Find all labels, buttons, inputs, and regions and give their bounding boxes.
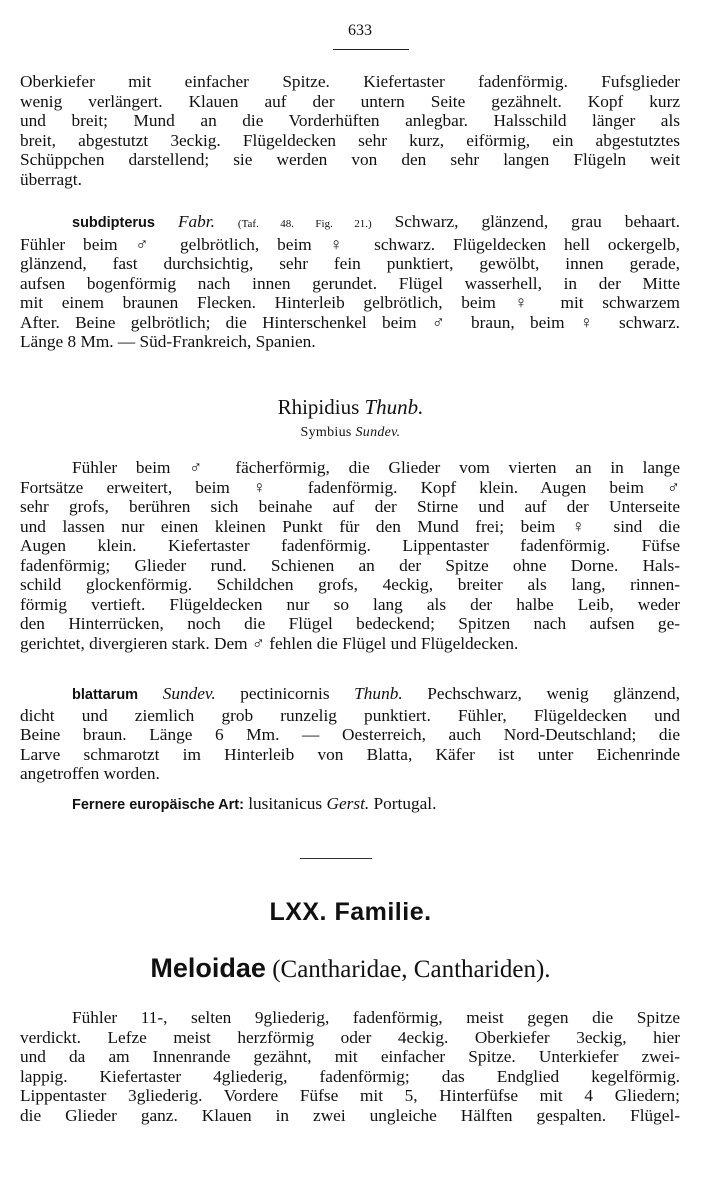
synonym-name: Symbius	[300, 425, 352, 440]
species-heading-line	[20, 684, 680, 706]
family-synonyms: (Cantharidae, Canthariden).	[272, 956, 551, 983]
text-line: After. Beine gelbrötlich; die Hinterschenkel beim ♂ braun, beim ♀ schwarz.	[20, 312, 680, 332]
species-blattarum	[20, 684, 680, 784]
text-line: die Glieder ganz. Klauen in zwei ungleiche Hälften gespalten. Flügel-	[20, 1105, 680, 1125]
species-author: Sundev.	[162, 684, 216, 703]
text-line: wenig verlängert. Klauen auf der untern Seite gezähnelt. Kopf kurz	[20, 91, 680, 111]
section-divider	[300, 858, 372, 859]
text-line: Schüppchen darstellend; sie werden von den sehr langen Flügeln weit	[20, 150, 680, 169]
further-species	[20, 794, 680, 816]
genus-description	[20, 458, 680, 653]
text-line: den Hinterrücken, noch die Flügel bedeckend; Spitzen nach aufsen ge-	[20, 614, 680, 633]
text-line: und breit; Mund an die Vorderhüften anlegbar. Halsschild länger als	[20, 111, 680, 130]
text-line: mit einem braunen Flecken. Hinterleib gelbrötlich, beim ♀ mit schwarzem	[20, 293, 680, 312]
text-line: gerichtet, divergieren stark. Dem ♂ fehlen die Flügel und Flügeldecken.	[20, 633, 519, 653]
species-name: blattarum	[72, 687, 139, 703]
synonym-author: Sundev.	[355, 425, 401, 440]
species-synonym: pectinicornis	[240, 684, 330, 703]
further-species-line	[20, 794, 680, 816]
text-line: Fühler 11-, selten 9gliederig, fadenförmig, meist gegen die Spitze	[72, 1008, 680, 1027]
text-line: Fühler beim ♂ gelbrötlich, beim ♀ schwarz. Flügeldecken hell ockergelb,	[20, 234, 680, 254]
text-line: Fühler beim ♂ fächerförmig, die Glieder vom vierten an in lange	[72, 458, 680, 477]
text-line: aufsen bogenförmig nach innen gerundet. Flügel wasserhell, in der Mitte	[20, 273, 680, 293]
text-line: fadenförmig; Glieder rund. Schienen an der Spitze ohne Dorne. Hals-	[20, 555, 680, 575]
text-line: sehr grofs, berühren sich beinahe auf der Stirne und auf der Unterseite	[20, 497, 680, 516]
text-line: Larve schmarotzt im Hinterleib von Blatta, Käfer ist unter Eichenrinde	[20, 744, 680, 764]
text-line: angetroffen worden.	[20, 764, 160, 783]
species-name: subdipterus	[72, 215, 155, 231]
species-desc-start: Schwarz, glänzend, grau behaart.	[394, 212, 680, 231]
family-description	[20, 1008, 680, 1125]
text-line: überragt.	[20, 169, 82, 189]
synonym-author: Thunb.	[354, 684, 403, 703]
family-name: Meloidae	[150, 953, 266, 983]
text-line: dicht und ziemlich grob runzelig punktiert. Fühler, Flügeldecken und	[20, 705, 680, 725]
genus-heading	[0, 395, 701, 420]
family-number-heading: LXX. Familie.	[269, 898, 432, 926]
species-author: Fabr.	[177, 212, 215, 231]
text-line: und da am Innenrande gezähnt, mit einfacher Spitze. Unterkiefer zwei-	[20, 1047, 680, 1066]
intro-paragraph	[20, 72, 680, 189]
text-line: Beine braun. Länge 6 Mm. — Oesterreich, auch Nord-Deutschland; die	[20, 725, 680, 744]
text-line: breit, abgestutzt 3eckig. Flügeldecken sehr kurz, eiförmig, ein abgestutztes	[20, 130, 680, 150]
text-line: verdickt. Lefze meist herzförmig oder 4eckig. Oberkiefer 3eckig, hier	[20, 1027, 680, 1047]
text-line: Oberkiefer mit einfacher Spitze. Kiefertaster fadenförmig. Fufsglieder	[20, 72, 680, 91]
plate-reference: (Taf. 48. Fig. 21.)	[237, 218, 372, 230]
genus-author: Thunb.	[364, 395, 424, 419]
text-line: Länge 8 Mm. — Süd-Frankreich, Spanien.	[20, 332, 316, 351]
text-line: Augen klein. Kiefertaster fadenförmig. Lippentaster fadenförmig. Füfse	[20, 536, 680, 555]
species-subdipterus	[20, 212, 680, 352]
text-line: glänzend, fast durchsichtig, sehr fein punktiert, gewölbt, innen gerade,	[20, 254, 680, 273]
genus-synonym	[0, 425, 701, 441]
genus-name: Rhipidius	[277, 395, 360, 419]
family-name-heading	[0, 953, 701, 984]
species-desc-start: Pechschwarz, wenig glänzend,	[427, 684, 680, 703]
further-species-name: lusitanicus	[248, 794, 323, 813]
further-species-place: Portugal.	[373, 794, 437, 813]
page-number-rule	[333, 49, 409, 50]
page-number: 633	[348, 22, 372, 39]
species-heading-line	[20, 212, 680, 235]
text-line: lappig. Kiefertaster 4gliederig, fadenförmig; das Endglied kegelförmig.	[20, 1066, 680, 1086]
text-line: Fortsätze erweitert, beim ♀ fadenförmig. Kopf klein. Augen beim ♂	[20, 477, 680, 497]
text-line: förmig vertieft. Flügeldecken nur so lang als der halbe Leib, weder	[20, 594, 680, 614]
text-line: und lassen nur einen kleinen Punkt für den Mund frei; beim ♀ sind die	[20, 516, 680, 536]
further-species-label: Fernere europäische Art:	[72, 797, 244, 813]
text-line: schild glockenförmig. Schildchen grofs, 4eckig, breiter als lang, rinnen-	[20, 575, 680, 594]
further-species-author: Gerst.	[326, 794, 370, 813]
text-line: Lippentaster 3gliederig. Vordere Füfse mit 5, Hinterfüfse mit 4 Gliedern;	[20, 1086, 680, 1105]
